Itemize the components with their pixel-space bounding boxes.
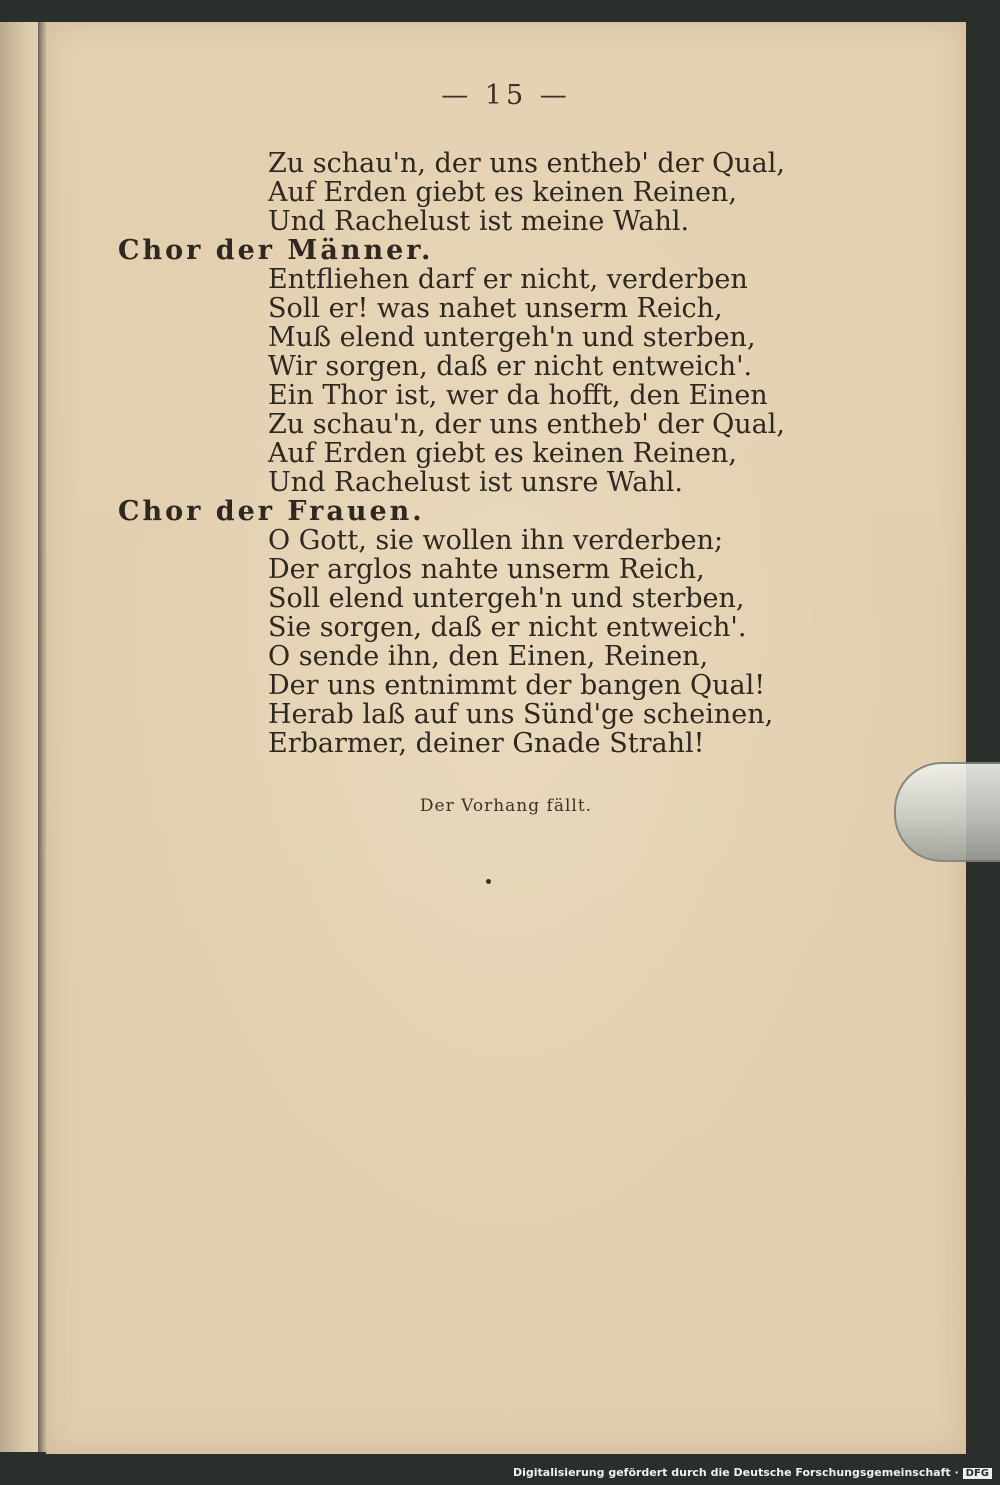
verse-line: Zu schau'n, der uns entheb' der Qual, bbox=[268, 148, 785, 179]
verse-line: Entfliehen darf er nicht, verderben bbox=[268, 264, 748, 295]
verse-line: Und Rachelust ist unsre Wahl. bbox=[268, 467, 683, 498]
verse-line: Soll er! was nahet unserm Reich, bbox=[268, 293, 723, 324]
footer-text: Digitalisierung gefördert durch die Deutsche Forschungsgemeinschaft · bbox=[512, 1466, 959, 1479]
speaker-label: Chor der Männer. bbox=[118, 235, 434, 266]
verse-line: Der arglos nahte unserm Reich, bbox=[268, 554, 705, 585]
digitization-footer bbox=[513, 1466, 992, 1479]
page-clip bbox=[894, 762, 1000, 862]
verse-line: Muß elend untergeh'n und sterben, bbox=[268, 322, 756, 353]
verse-line: O Gott, sie wollen ihn verderben; bbox=[268, 525, 724, 556]
verse-line: Wir sorgen, daß er nicht entweich'. bbox=[268, 351, 753, 382]
stage-direction: Der Vorhang fällt. bbox=[419, 796, 593, 816]
verse-line: Und Rachelust ist meine Wahl. bbox=[268, 206, 690, 237]
left-page-edge bbox=[0, 22, 40, 1452]
verse-line: Ein Thor ist, wer da hofft, den Einen bbox=[268, 380, 768, 411]
verse-line: Soll elend untergeh'n und sterben, bbox=[268, 583, 745, 614]
verse-line: Auf Erden giebt es keinen Reinen, bbox=[268, 438, 737, 469]
page-number: — 15 — bbox=[441, 80, 571, 111]
verse-line: Herab laß auf uns Sünd'ge scheinen, bbox=[268, 699, 774, 730]
verse-line: O sende ihn, den Einen, Reinen, bbox=[268, 641, 709, 672]
ink-dot bbox=[486, 879, 491, 884]
verse-line: Sie sorgen, daß er nicht entweich'. bbox=[268, 612, 747, 643]
dfg-logo-icon: DFG bbox=[963, 1468, 992, 1479]
verse-line: Erbarmer, deiner Gnade Strahl! bbox=[268, 728, 705, 759]
verse-line: Zu schau'n, der uns entheb' der Qual, bbox=[268, 409, 785, 440]
book-page bbox=[46, 22, 966, 1454]
speaker-label: Chor der Frauen. bbox=[118, 496, 425, 527]
verse-line: Auf Erden giebt es keinen Reinen, bbox=[268, 177, 737, 208]
verse-line: Der uns entnimmt der bangen Qual! bbox=[268, 670, 766, 701]
